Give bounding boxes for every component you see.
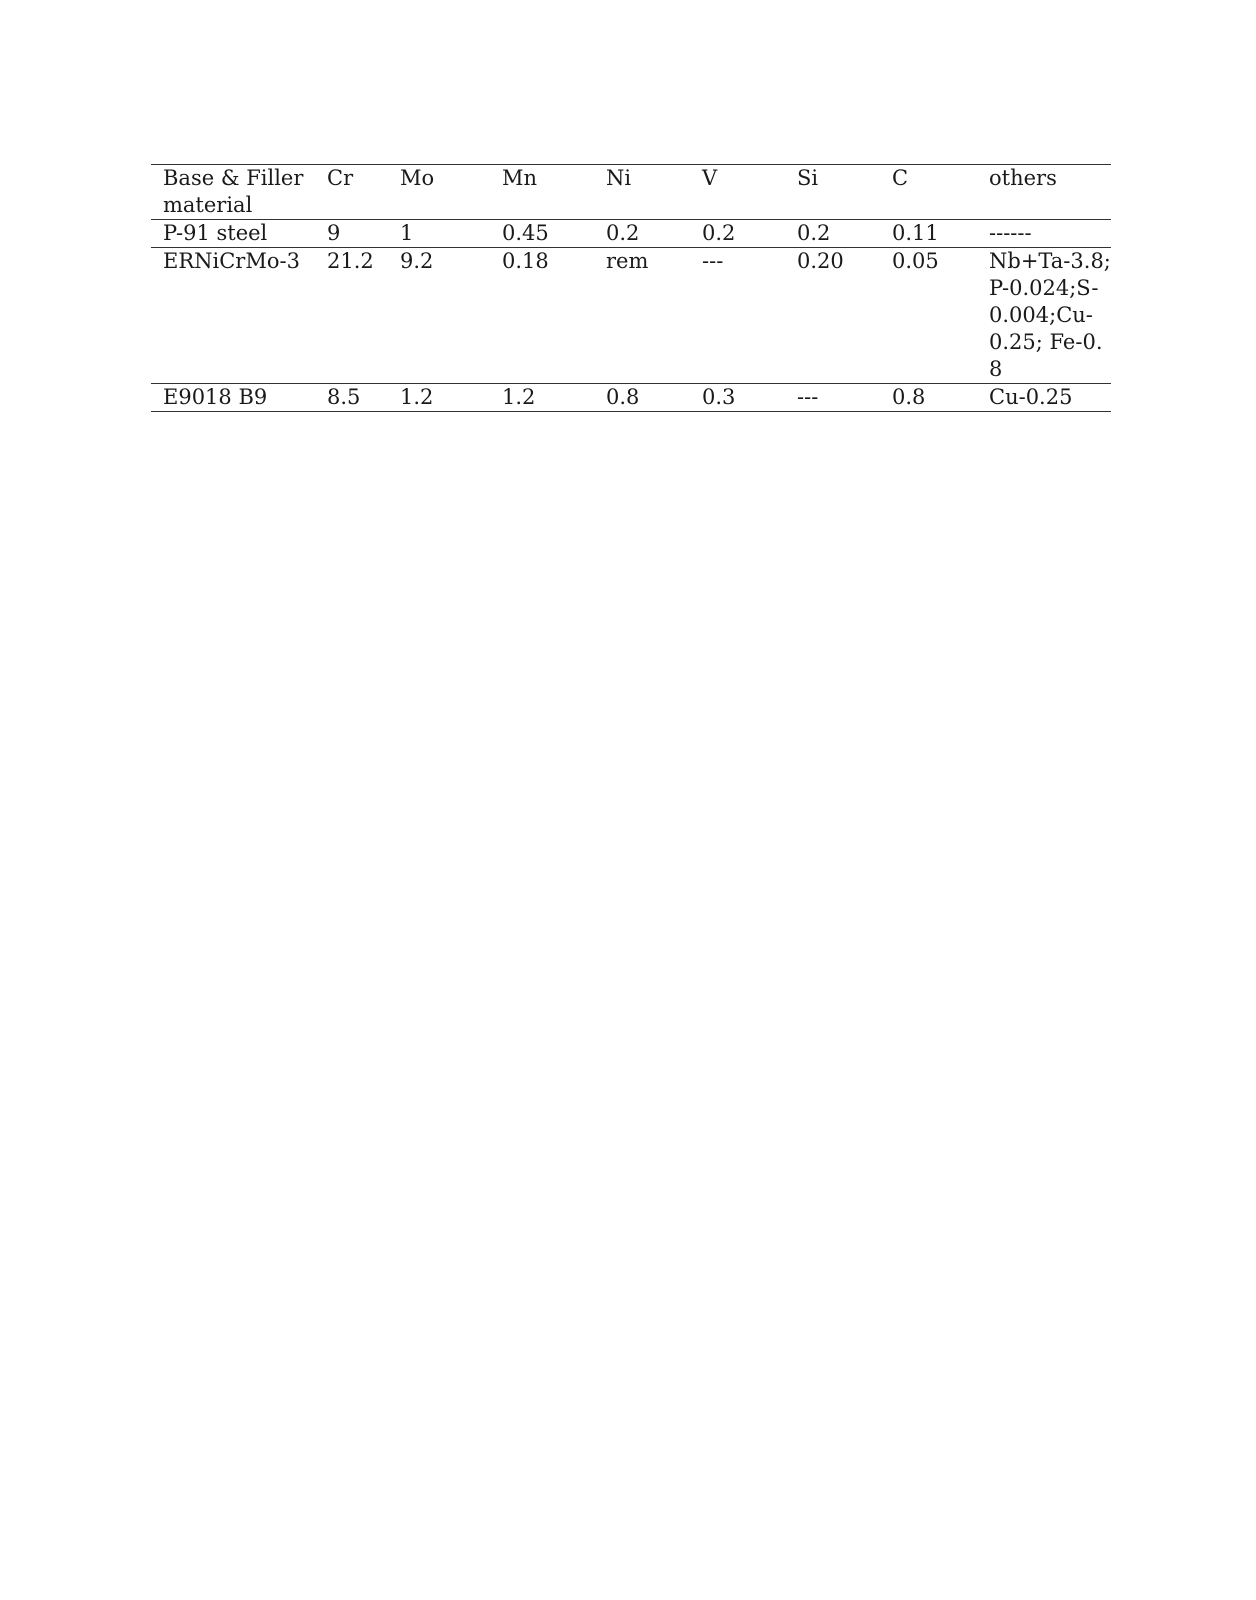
cell-ni: 0.8 xyxy=(606,385,640,409)
header-mo: Mo xyxy=(400,166,435,190)
cell-c: 0.05 xyxy=(892,249,939,273)
cell-others: ------ xyxy=(989,221,1032,245)
cell-mn: 1.2 xyxy=(502,385,536,409)
cell-si: 0.2 xyxy=(797,221,831,245)
table-row xyxy=(151,384,1111,412)
cell-ni: 0.2 xyxy=(606,221,640,245)
cell-c: 0.8 xyxy=(892,385,926,409)
cell-cr: 9 xyxy=(327,221,341,245)
cell-mo: 1 xyxy=(400,221,414,245)
cell-v: 0.2 xyxy=(702,221,736,245)
header-material: Base & Filler material xyxy=(163,166,304,217)
cell-si: 0.20 xyxy=(797,249,844,273)
table-row xyxy=(151,220,1111,248)
cell-v: --- xyxy=(702,249,724,273)
header-v: V xyxy=(702,166,718,190)
header-si: Si xyxy=(797,166,819,190)
cell-cr: 8.5 xyxy=(327,385,361,409)
cell-v: 0.3 xyxy=(702,385,736,409)
composition-table xyxy=(151,164,1111,412)
cell-cr: 21.2 xyxy=(327,249,374,273)
header-cr: Cr xyxy=(327,166,354,190)
cell-si: --- xyxy=(797,385,819,409)
cell-mn: 0.18 xyxy=(502,249,549,273)
header-others: others xyxy=(989,166,1057,190)
cell-mn: 0.45 xyxy=(502,221,549,245)
cell-others: Nb+Ta-3.8;P-0.024;S-0.004;Cu-0.25; Fe-0.8 xyxy=(989,249,1111,381)
cell-material: ERNiCrMo-3 xyxy=(163,249,300,273)
table-row xyxy=(151,248,1111,384)
cell-mo: 1.2 xyxy=(400,385,434,409)
cell-mo: 9.2 xyxy=(400,249,434,273)
cell-c: 0.11 xyxy=(892,221,939,245)
header-row xyxy=(151,165,1111,220)
header-mn: Mn xyxy=(502,166,538,190)
header-c: C xyxy=(892,166,909,190)
header-ni: Ni xyxy=(606,166,632,190)
cell-material: E9018 B9 xyxy=(163,385,268,409)
cell-ni: rem xyxy=(606,249,649,273)
cell-others: Cu-0.25 xyxy=(989,385,1073,409)
cell-material: P-91 steel xyxy=(163,221,268,245)
